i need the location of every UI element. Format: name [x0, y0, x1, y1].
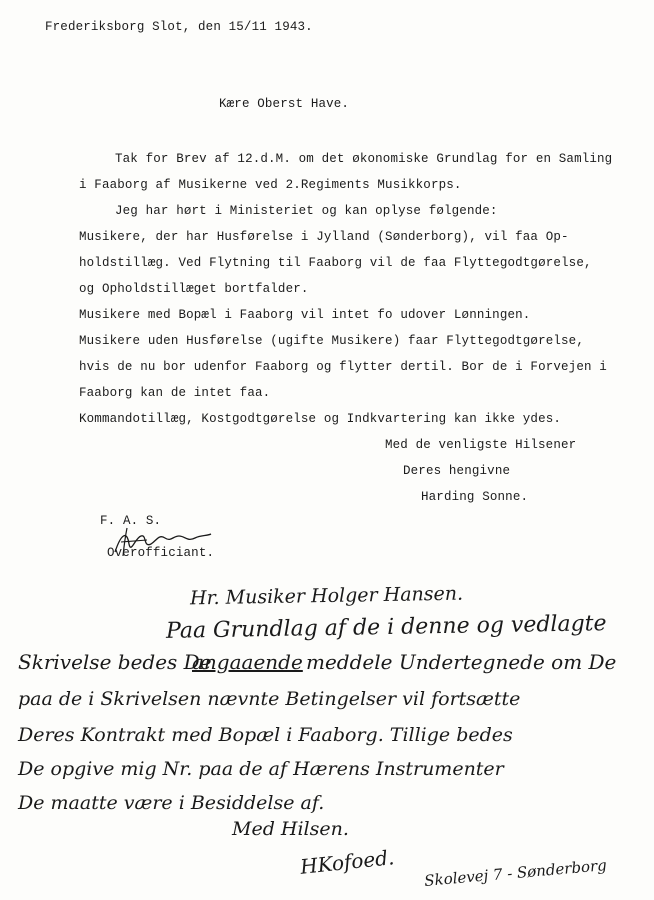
body-line: Jeg har hørt i Ministeriet og kan oplyse følgende:	[115, 204, 498, 218]
pa-initials: F. A. S.	[100, 514, 162, 528]
hw-address: Skolevej 7 - Sønderborg	[423, 856, 608, 890]
hw-signature: HKofoed.	[299, 845, 396, 879]
closing-yours: Deres hengivne	[403, 464, 511, 478]
hw-line: Skrivelse bedes De	[18, 650, 212, 674]
body-line: Musikere uden Husførelse (ugifte Musikere) faar Flyttegodtgørelse,	[79, 334, 584, 348]
body-line: i Faaborg af Musikerne ved 2.Regiments Musikkorps.	[79, 178, 462, 192]
body-line: Musikere med Bopæl i Faaborg vil intet fo udover Lønningen.	[79, 308, 531, 322]
hw-line: De opgive mig Nr. paa de af Hærens Instrumenter	[18, 758, 504, 780]
hw-line: Deres Kontrakt med Bopæl i Faaborg. Tillige bedes	[18, 724, 513, 746]
body-line: hvis de nu bor udenfor Faaborg og flytter dertil. Bor de i Forvejen i	[79, 360, 607, 374]
pa-title: Overofficiant.	[107, 546, 215, 560]
body-line: Tak for Brev af 12.d.M. om det økonomiske Grundlag for en Samling	[115, 152, 613, 166]
body-line: og Opholdstillæget bortfalder.	[79, 282, 309, 296]
closing-sender: Harding Sonne.	[421, 490, 529, 504]
salutation: Kære Oberst Have.	[219, 97, 350, 111]
body-line: Musikere, der har Husførelse i Jylland (Sønderborg), vil faa Op-	[79, 230, 569, 244]
body-line: holdstillæg. Ved Flytning til Faaborg vil de faa Flyttegodtgørelse,	[79, 256, 592, 270]
hw-line: paa de i Skrivelsen nævnte Betingelser vil fortsætte	[18, 688, 521, 710]
hw-line: Paa Grundlag af de i denne og vedlagte	[165, 611, 607, 644]
hw-line: De maatte være i Besiddelse af.	[18, 792, 325, 814]
body-line: Faaborg kan de intet faa.	[79, 386, 271, 400]
hw-greeting: Med Hilsen.	[232, 818, 349, 840]
place-date: Frederiksborg Slot, den 15/11 1943.	[45, 20, 313, 34]
hw-addressee: Hr. Musiker Holger Hansen.	[189, 582, 464, 610]
hw-underlined-word: angaaende	[192, 650, 303, 674]
body-line: Kommandotillæg, Kostgodtgørelse og Indkvartering kan ikke ydes.	[79, 412, 562, 426]
hw-line: meddele Undertegnede om De	[306, 650, 617, 674]
closing-regards: Med de venligste Hilsener	[385, 438, 577, 452]
